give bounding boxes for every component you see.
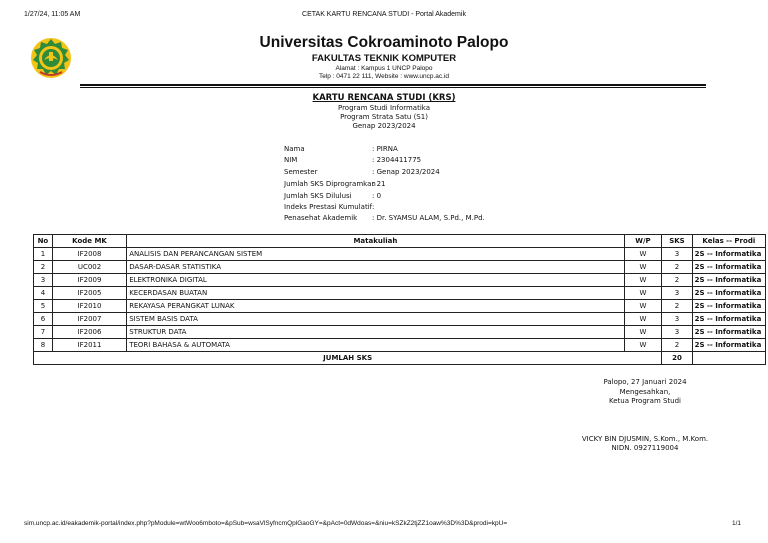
table-row <box>34 287 766 300</box>
cell-kelas: 2S -- Informatika <box>692 274 765 287</box>
cell-no: 6 <box>34 313 53 326</box>
table-row <box>34 261 766 274</box>
cell-wp: W <box>624 287 662 300</box>
cell-no: 3 <box>34 274 53 287</box>
contact-line: Telp : 0471 22 111, Website : www.uncp.ac.id <box>318 73 450 80</box>
cell-no: 1 <box>34 248 53 261</box>
university-name: Universitas Cokroaminoto Palopo <box>259 34 509 51</box>
table-row <box>34 326 766 339</box>
cell-sks: 3 <box>662 313 692 326</box>
faculty-name: FAKULTAS TEKNIK KOMPUTER <box>311 53 457 64</box>
signature-approval: Mengesahkan, <box>619 388 671 396</box>
cell-sks: 3 <box>662 248 692 261</box>
col-header-matakuliah: Matakuliah <box>127 235 624 248</box>
cell-matakuliah: STRUKTUR DATA <box>127 326 624 339</box>
signature-name: VICKY BIN DJUSMIN, S.Kom., M.Kom. <box>581 435 709 443</box>
cell-matakuliah: SISTEM BASIS DATA <box>127 313 624 326</box>
print-page-number: 1/1 <box>732 520 742 527</box>
col-header-no: No <box>34 235 53 248</box>
cell-kode: IF2011 <box>52 339 126 352</box>
col-header-kelas: Kelas -- Prodi <box>692 235 765 248</box>
info-label: Jumlah SKS Diprogramkan <box>284 180 376 188</box>
cell-kode: IF2007 <box>52 313 126 326</box>
signature-place-date: Palopo, 27 Januari 2024 <box>603 378 687 386</box>
cell-kode: IF2005 <box>52 287 126 300</box>
cell-wp: W <box>624 261 662 274</box>
table-header-row <box>34 235 766 248</box>
print-url[interactable]: sim.uncp.ac.id/eakademik-portal/index.php?pModule=wtWoo6mboto=&pSub=wsaVlSyfncmQplGaoGY=&pAct=0dWdoas=&niu=kSZkZ2tjZZ1oaw%3D%3D&prodi=kpU= <box>24 520 508 527</box>
program-study: Program Studi Informatika <box>337 104 431 112</box>
cell-matakuliah: ELEKTRONIKA DIGITAL <box>127 274 624 287</box>
total-sks: 20 <box>662 352 692 365</box>
cell-kode: IF2009 <box>52 274 126 287</box>
cell-sks: 2 <box>662 261 692 274</box>
cell-wp: W <box>624 326 662 339</box>
col-header-sks: SKS <box>662 235 692 248</box>
total-empty-cell <box>692 352 765 365</box>
table-row <box>34 300 766 313</box>
cell-kelas: 2S -- Informatika <box>692 300 765 313</box>
col-header-kode: Kode MK <box>52 235 126 248</box>
cell-wp: W <box>624 313 662 326</box>
address-line: Alamat : Kampus 1 UNCP Palopo <box>335 65 433 72</box>
cell-matakuliah: KECERDASAN BUATAN <box>127 287 624 300</box>
academic-period: Genap 2023/2024 <box>352 122 416 130</box>
total-label: JUMLAH SKS <box>34 352 662 365</box>
table-row <box>34 248 766 261</box>
cell-kelas: 2S -- Informatika <box>692 313 765 326</box>
cell-no: 2 <box>34 261 53 274</box>
info-row-sks-passed <box>284 192 382 200</box>
cell-kode: IF2008 <box>52 248 126 261</box>
cell-matakuliah: TEORI BAHASA & AUTOMATA <box>127 339 624 352</box>
table-row <box>34 313 766 326</box>
cell-matakuliah: REKAYASA PERANGKAT LUNAK <box>127 300 624 313</box>
course-table <box>33 234 766 365</box>
cell-kode: UC002 <box>52 261 126 274</box>
info-value: : 21 <box>372 180 386 188</box>
program-level: Program Strata Satu (S1) <box>340 113 428 121</box>
cell-sks: 3 <box>662 287 692 300</box>
cell-kelas: 2S -- Informatika <box>692 339 765 352</box>
table-row <box>34 274 766 287</box>
cell-wp: W <box>624 248 662 261</box>
info-label: Jumlah SKS Dilulusi <box>284 192 352 200</box>
info-value: : PIRNA <box>372 145 398 153</box>
document-title: KARTU RENCANA STUDI (KRS) <box>312 93 456 103</box>
info-value: : 2304411775 <box>372 156 422 164</box>
cell-kode: IF2006 <box>52 326 126 339</box>
cell-kelas: 2S -- Informatika <box>692 326 765 339</box>
cell-no: 5 <box>34 300 53 313</box>
cell-kode: IF2010 <box>52 300 126 313</box>
cell-sks: 2 <box>662 274 692 287</box>
table-total-row <box>34 352 766 365</box>
letterhead-rule <box>80 84 706 86</box>
cell-wp: W <box>624 300 662 313</box>
info-label: NIM <box>284 156 298 164</box>
info-row-ipk <box>284 203 375 211</box>
cell-sks: 2 <box>662 300 692 313</box>
cell-kelas: 2S -- Informatika <box>692 248 765 261</box>
letterhead-rule-thin <box>80 87 706 88</box>
cell-matakuliah: ANALISIS DAN PERANCANGAN SISTEM <box>127 248 624 261</box>
cell-no: 7 <box>34 326 53 339</box>
cell-matakuliah: DASAR-DASAR STATISTIKA <box>127 261 624 274</box>
info-row-nama <box>284 145 398 153</box>
col-header-wp: W/P <box>624 235 662 248</box>
info-row-advisor <box>284 214 485 222</box>
cell-kelas: 2S -- Informatika <box>692 287 765 300</box>
info-row-semester <box>284 168 440 176</box>
cell-wp: W <box>624 274 662 287</box>
signature-nidn: NIDN. 0927119004 <box>611 444 679 452</box>
info-label: Indeks Prestasi Kumulatif <box>284 203 373 211</box>
cell-no: 8 <box>34 339 53 352</box>
info-row-nim <box>284 156 422 164</box>
info-value: : Genap 2023/2024 <box>372 168 440 176</box>
cell-sks: 2 <box>662 339 692 352</box>
info-value: : <box>372 203 375 211</box>
table-row <box>34 339 766 352</box>
cell-no: 4 <box>34 287 53 300</box>
cell-sks: 3 <box>662 326 692 339</box>
info-label: Nama <box>284 145 305 153</box>
info-value: : 0 <box>372 192 382 200</box>
info-row-sks-programmed <box>284 180 386 188</box>
print-datetime: 1/27/24, 11:05 AM <box>24 11 81 18</box>
info-value: : Dr. SYAMSU ALAM, S.Pd., M.Pd. <box>372 214 485 222</box>
info-label: Semester <box>284 168 318 176</box>
print-page-title: CETAK KARTU RENCANA STUDI - Portal Akademik <box>302 11 466 18</box>
info-label: Penasehat Akademik <box>284 214 358 222</box>
signature-role: Ketua Program Studi <box>608 397 682 405</box>
cell-wp: W <box>624 339 662 352</box>
cell-kelas: 2S -- Informatika <box>692 261 765 274</box>
